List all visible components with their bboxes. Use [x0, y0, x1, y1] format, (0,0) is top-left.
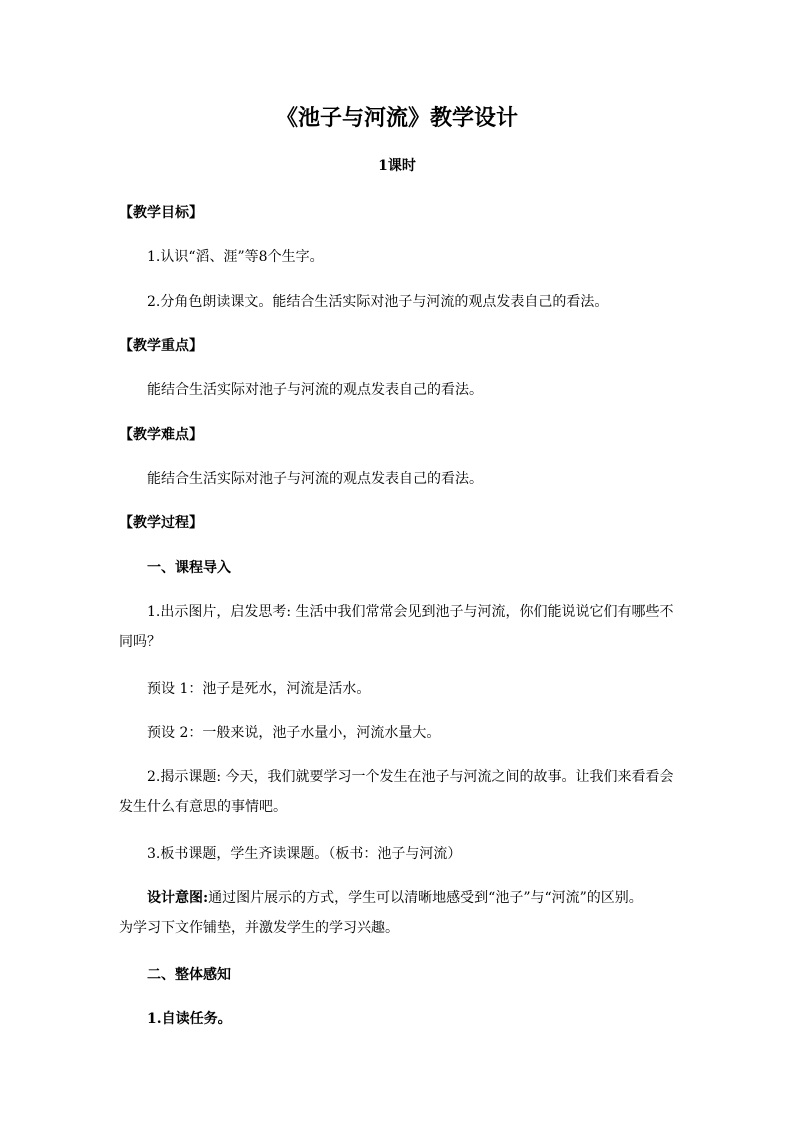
part2-heading: 二、整体感知 [147, 967, 231, 983]
design-intent-label: 设计意图: [147, 890, 209, 906]
page-subtitle: 1课时 [378, 158, 416, 174]
difficulties-text: 能结合生活实际对池子与河流的观点发表自己的看法。 [147, 471, 483, 487]
section-heading-process: 【教学过程】 [119, 515, 203, 531]
part1-item2-line2: 发生什么有意思的事情吧。 [119, 799, 287, 815]
part1-item1-line2: 同吗？ [119, 634, 161, 650]
part2-item1: 1.自读任务。 [147, 1011, 232, 1027]
page-title: 《池子与河流》教学设计 [275, 105, 518, 131]
design-intent-text: 通过图片展示的方式，学生可以清晰地感受到“池子”与“河流”的区别。 [208, 890, 643, 906]
section-heading-key-points: 【教学重点】 [119, 338, 203, 354]
part1-preset1: 预设 1：池子是死水，河流是活水。 [147, 681, 371, 697]
part1-item3: 3.板书课题，学生齐读课题。（板书：池子与河流） [147, 846, 462, 862]
section-heading-difficulties: 【教学难点】 [119, 427, 203, 443]
part1-item1-line1: 1.出示图片，启发思考: 生活中我们常常会见到池子与河流，你们能说说它们有哪些不 [147, 604, 674, 620]
key-points-text: 能结合生活实际对池子与河流的观点发表自己的看法。 [147, 382, 483, 398]
goal-item-1: 1.认识“滔、涯”等8个生字。 [147, 249, 324, 265]
part1-heading: 一、课程导入 [147, 560, 231, 576]
part1-design-intent-line2: 为学习下文作铺垫，并激发学生的学习兴趣。 [119, 920, 399, 936]
part1-design-intent-line1 [147, 889, 643, 907]
section-heading-goals: 【教学目标】 [119, 205, 203, 221]
part1-preset2: 预设 2：一般来说，池子水量小，河流水量大。 [147, 725, 441, 741]
goal-item-2: 2.分角色朗读课文。能结合生活实际对池子与河流的观点发表自己的看法。 [147, 294, 609, 310]
part1-item2-line1: 2.揭示课题: 今天，我们就要学习一个发生在池子与河流之间的故事。让我们来看看会 [147, 769, 674, 785]
